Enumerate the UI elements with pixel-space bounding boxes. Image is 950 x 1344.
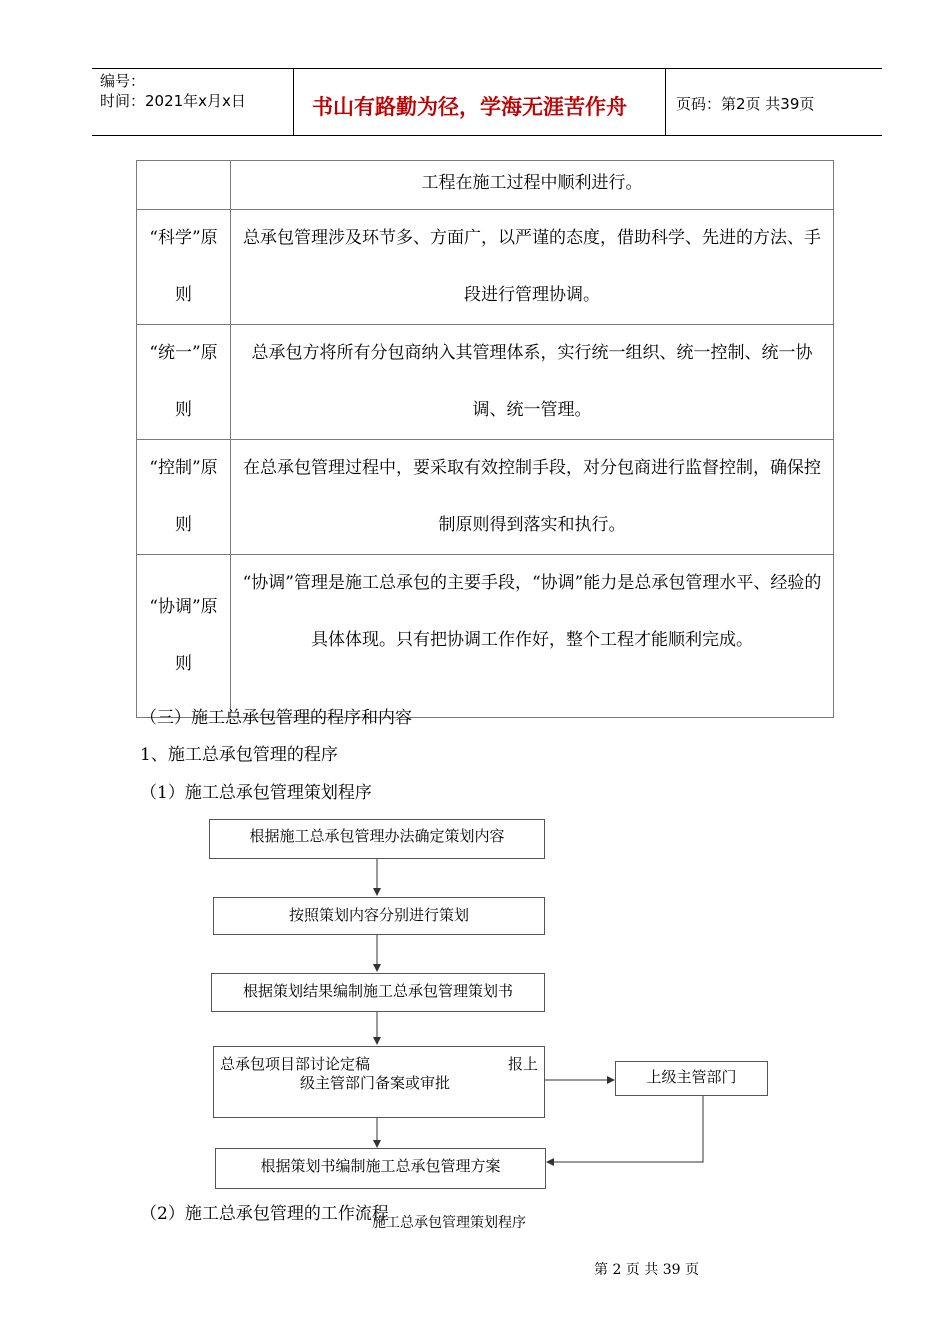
flow-step-2 xyxy=(213,897,545,935)
flow-step-1 xyxy=(209,819,545,859)
flow-step-4-right: 报上 xyxy=(507,1055,538,1073)
flow-step-3-label: 根据策划结果编制施工总承包管理策划书 xyxy=(242,982,513,1000)
principle-name-cell: “统一”原则 xyxy=(137,325,231,440)
principle-desc-cell: 总承包管理涉及环节多、方面广，以严谨的态度，借助科学、先进的方法、手段进行管理协调。 xyxy=(231,210,834,325)
footer-page-number: 第 2 页 共 39 页 xyxy=(594,1262,699,1278)
section-heading-3: （三）施工总承包管理的程序和内容 xyxy=(140,708,412,728)
flowchart-caption: 施工总承包管理策划程序 xyxy=(372,1215,526,1231)
flow-side-box xyxy=(615,1061,768,1096)
flow-step-1-label: 根据施工总承包管理办法确定策划内容 xyxy=(249,827,505,845)
principle-desc-cell: 在总承包管理过程中，要采取有效控制手段，对分包商进行监督控制，确保控制原则得到落实和执行。 xyxy=(231,440,834,555)
principle-name-cell: “科学”原则 xyxy=(137,210,231,325)
principle-name-cell: “控制”原则 xyxy=(137,440,231,555)
flow-side-box-label: 上级主管部门 xyxy=(646,1068,737,1086)
header-motto: 书山有路勤为径，学海无涯苦作舟 xyxy=(312,95,627,119)
flow-step-4-line2: 级主管部门备案或审批 xyxy=(300,1074,451,1092)
principle-name-cell: “协调”原则 xyxy=(137,555,231,718)
flow-step-3 xyxy=(211,973,545,1012)
section-heading-3-1-2: （2）施工总承包管理的工作流程 xyxy=(140,1204,389,1224)
header-number-label: 编号： xyxy=(100,72,146,90)
flow-step-4-left: 总承包项目部讨论定稿 xyxy=(220,1055,371,1073)
flow-step-4 xyxy=(213,1046,545,1118)
principle-desc-cell: 总承包方将所有分包商纳入其管理体系，实行统一组织、统一控制、统一协调、统一管理。 xyxy=(231,325,834,440)
header-page-label: 页码：第2页 共39页 xyxy=(676,95,815,113)
section-heading-3-1-1: （1）施工总承包管理策划程序 xyxy=(140,783,372,803)
header-time-label: 时间：2021年x月x日 xyxy=(100,92,246,110)
principle-desc-cell: “协调”管理是施工总承包的主要手段，“协调”能力是总承包管理水平、经验的具体体现。只有把协调工作作好，整个工程才能顺利完成。 xyxy=(231,555,834,718)
flow-step-2-label: 按照策划内容分别进行策划 xyxy=(288,906,469,924)
principle-desc-cell: 工程在施工过程中顺利进行。 xyxy=(231,161,834,210)
flow-step-5-label: 根据策划书编制施工总承包管理方案 xyxy=(260,1157,501,1175)
section-heading-3-1: 1、施工总承包管理的程序 xyxy=(140,745,338,765)
flow-step-5 xyxy=(215,1148,546,1189)
arrow-side-5 xyxy=(547,1096,703,1162)
